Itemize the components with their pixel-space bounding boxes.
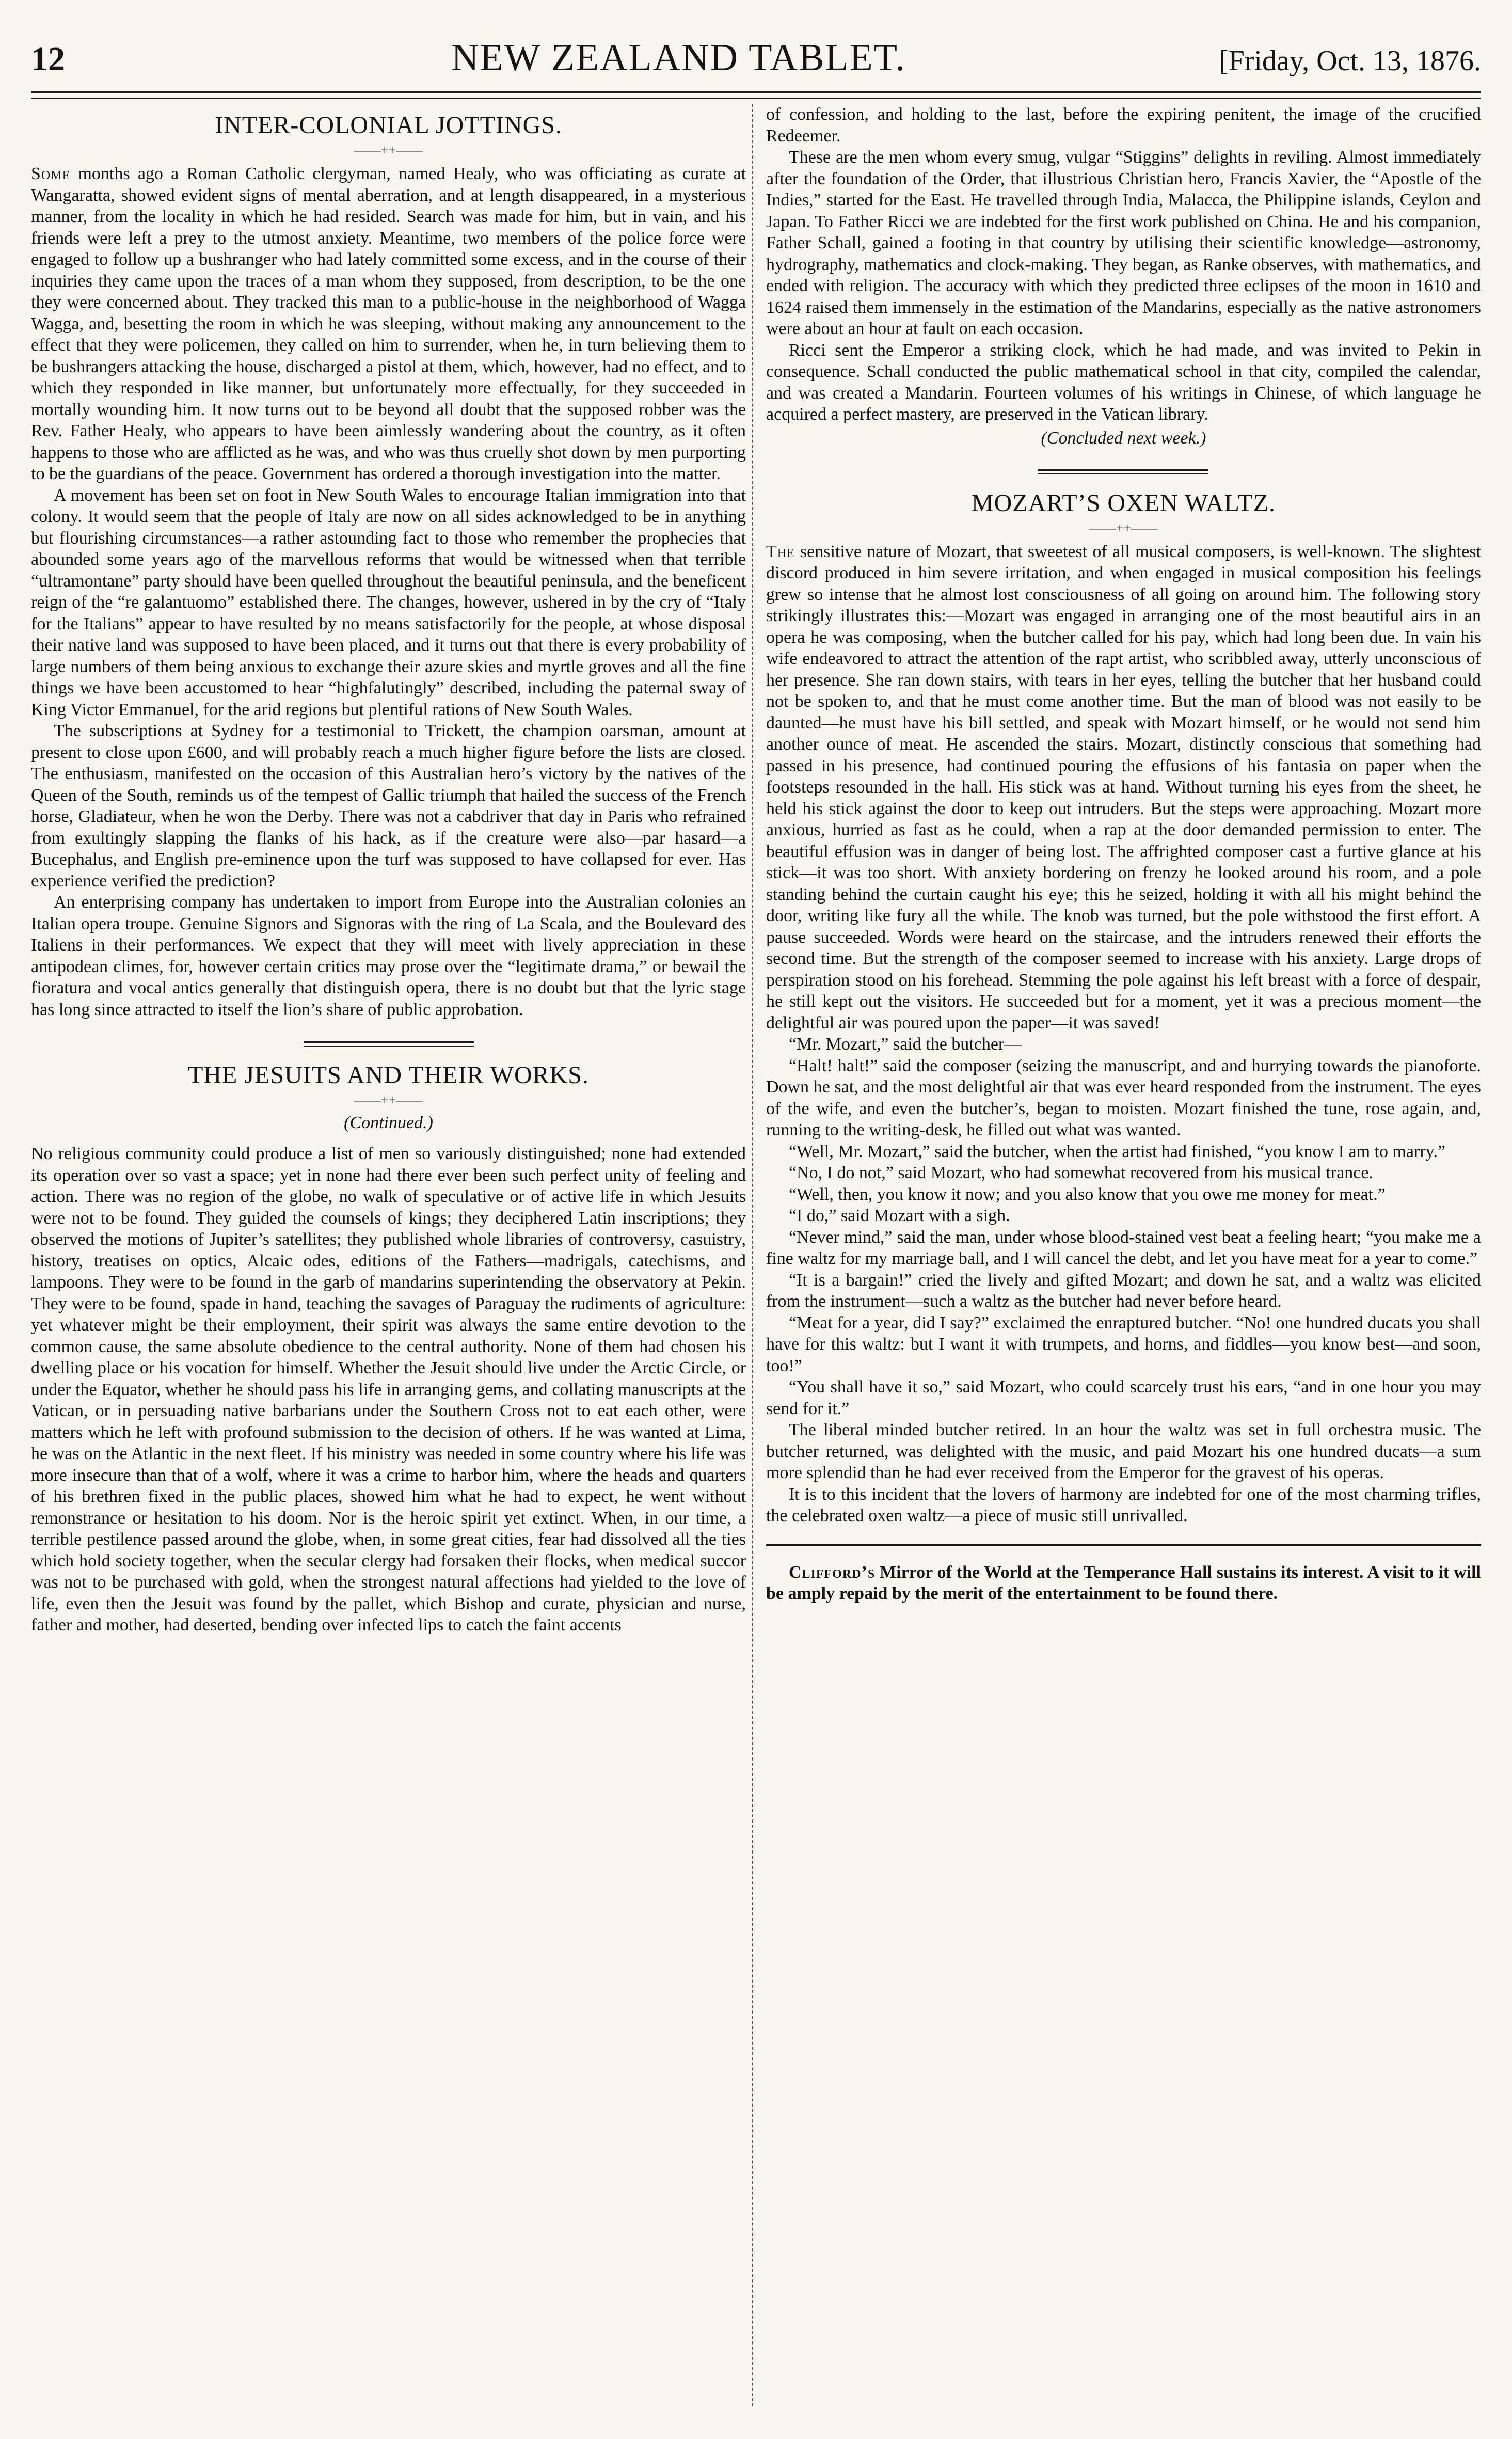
paragraph (31, 163, 746, 485)
paragraph: “I do,” said Mozart with a sigh. (788, 1206, 1010, 1225)
paragraph: A movement has been set on foot in New South Wales to encourage Italian immigration into that colony. It would seem that the people of Italy are now on all sides acknowledged to be in anything but flourishing circumstances—a rather astounding fact to those who remember the prophecies that abounded some years ago of the marvellous reforms that would be witnessed when that terrible “ultramontane” party should have been quelled throughout the beautiful peninsula, and the beneficent reign of the “re galantuomo” established there. The changes, however, ushered in by the cry of “Italy for the Italians” appear to have resulted by no means satisfactorily for the people, at whose disposal their native land was supposed to have been placed, and it turns out that there is every probability of large numbers of them being anxious to exchange their azure skies and myrtle groves and all the fine things we have been accustomed to hear “highfalutingly” described, including the paternal sway of King Victor Emmanuel, for the arid regions but plentiful rations of New South Wales. (31, 485, 746, 719)
paragraph: “Never mind,” said the man, under whose blood-stained vest beat a feeling heart; “you make me a fine waltz for my marriage ball, and I will cancel the debt, and let you have meat for a year to come.” (766, 1227, 1481, 1268)
column-divider (752, 104, 766, 2406)
section-divider-thin (1038, 473, 1208, 474)
paragraph: “It is a bargain!” cried the lively and gifted Mozart; and down he sat, and a waltz was elicited from the instrument—such a waltz as the butcher had never before heard. (766, 1270, 1481, 1311)
section-divider (1038, 469, 1208, 471)
paragraph: Ricci sent the Emperor a striking clock, which he had made, and was invited to Pekin in consequence. Schall conducted the public mathematical school in that city, compiled the calendar, and was created a Mandarin. Fourteen volumes of his writings in Chinese, of which language he acquired a perfect mastery, are preserved in the Vatican library. (766, 340, 1481, 424)
notice-name: Clifford’s (788, 1562, 876, 1582)
continued-note: (Continued.) (344, 1113, 433, 1132)
paragraph: No religious community could produce a list of men so variously distinguished; none had extended its operation over so vast a space; yet in none had there ever been such perfect unity of feeling and action. There was no region of the globe, no walk of speculative or of active life in which Jesuits were not to be found. They guided the counsels of kings; they deciphered Latin inscriptions; they observed the motions of Jupiter’s satellites; they published whole libraries of controversy, casuistry, history, treatises on optics, Alcaic odes, editions of the Fathers—madrigals, catechisms, and lampoons. They were to be found in the garb of mandarins superintending the observatory at Pekin. They were to be found, spade in hand, teaching the savages of Paraguay the rudiments of agriculture: yet whatever might be their employment, their spirit was always the same entire devotion to the common cause, the same absolute obedience to the central authority. None of them had chosen his dwelling place or his vocation for himself. Whether the Jesuit should live under the Arctic Circle, or under the Equator, whether he should pass his life in arranging gems, and collating manuscripts at the Vatican, or in persuading native barbarians under the Southern Cross not to eat each other, were matters which he left with profound submission to the decision of others. If he was wanted at Lima, he was on the Atlantic in the next fleet. If his ministry was needed in some country where his life was more insecure than that of a wolf, where it was a crime to harbor him, where the heads and quarters of his brethren fixed in the public places, showed him what he had to expect, he went without remonstrance or hesitation to his doom. Nor is the heroic spirit yet extinct. When, in our time, a terrible pestilence passed around the globe, when, in some great cities, fear had dissolved all the ties which hold society together, when the secular clergy had forsaken their flocks, when medical succor was not to be purchased with gold, when the strongest natural affections had yielded to the love of life, even then the Jesuit was found by the pallet, which Bishop and curate, physician and nurse, father and mother, had deserted, bending over infected lips to catch the faint accents (31, 1144, 746, 1635)
column-right (766, 104, 1481, 2406)
paragraph: These are the men whom every smug, vulgar “Stiggins” delights in reviling. Almost immediately after the foundation of the Order, that illustrious Christian hero, Francis Xavier, the “Apostle of the Indies,” started for the East. He travelled through India, Malacca, the Philippine islands, Ceylon and Japan. To Father Ricci we are indebted for the first work published on China. He and his companion, Father Schall, gained a footing in that country by utilising their scientific knowledge—astronomy, hydrography, mathematics and clock-making. They began, as Ranke observes, with mathematics, and ended with religion. The accuracy with which they predicted three eclipses of the moon in 1610 and 1624 raised them immensely in the estimation of the Mandarins, especially as the native astronomers were about an hour at fault on each occasion. (766, 148, 1481, 338)
drop-word: Some (31, 164, 71, 183)
masthead-rule (31, 98, 1481, 99)
paragraph: “Well, Mr. Mozart,” said the butcher, when the artist had finished, “you know I am to marry.” (788, 1142, 1446, 1161)
paragraph: of confession, and holding to the last, before the expiring penitent, the image of the crucified Redeemer. (766, 105, 1481, 146)
issue-date: [Friday, Oct. 13, 1876. (1218, 45, 1481, 77)
paragraph (766, 541, 1481, 1034)
article-title-jesuits: THE JESUITS AND THEIR WORKS. (188, 1062, 589, 1089)
publication-title: NEW ZEALAND TABLET. (451, 37, 906, 79)
title-ornament: ——++—— (1089, 520, 1158, 535)
article-title-mozart: MOZART’S OXEN WALTZ. (971, 489, 1276, 517)
paragraph: “Mr. Mozart,” said the butcher— (788, 1035, 1022, 1054)
notice-paragraph (766, 1562, 1481, 1605)
paragraph-text: sensitive nature of Mozart, that sweetest of all musical composers, is well-known. The slightest discord produced in him severe irritation, and when engaged in musical composition his feelings grew so intense that he almost lost consciousness of all going on around him. The following story strikingly illustrates this:—Mozart was engaged in arranging one of the most beautiful airs in an opera he was composing, when the butcher called for his pay, which had long been due. In vain his wife endeavored to attract the attention of the rapt artist, who scribbled away, utterly unconscious of her presence. She ran down stairs, with tears in her eyes, telling the butcher that her husband could not be spoken to, and that he must come another time. But the man of blood was not easily to be daunted—he must have his bill settled, and speak with Mozart himself, or he would not send him another ounce of meat. He ascended the stairs. Mozart, distinctly conscious that something had passed in his presence, had continued pouring the effusions of his fantasia on paper when the footsteps resounded in the hall. His stick was at hand. Without turning his eyes from the sheet, he held his stick against the door to keep out intruders. But the steps were approaching. Mozart more anxious, hurried as fast as he could, when a rap at the door demanded permission to enter. The beautiful effusion was in danger of being lost. The affrighted composer cast a furtive glance at his stick—it was too short. With anxiety bordering on frenzy he looked around his room, and a pole standing behind the curtain caught his eye; this he seized, holding it with all his might behind the door, writing like fury all the while. The knob was turned, but the pole withstood the first effort. A pause succeeded. Words were heard on the staircase, and the intruders renewed their efforts the second time. But the strength of the composer seemed to increase with his anxiety. Large drops of perspiration stood on his forehead. Stemming the pole against his left breast with a force of despair, he still kept out the visitors. He succeeded but for a moment, yet it was a precious moment—the delightful air was poured upon the paper—it was saved! (766, 542, 1481, 1033)
paragraph: It is to this incident that the lovers of harmony are indebted for one of the most charming trifles, the celebrated oxen waltz—a piece of music still unrivalled. (766, 1484, 1481, 1525)
masthead (31, 36, 1481, 93)
columns (31, 104, 1481, 2406)
paragraph: “Well, then, you know it now; and you also know that you owe me money for meat.” (788, 1184, 1386, 1204)
concluded-note: (Concluded next week.) (1041, 428, 1206, 448)
section-divider-thin (304, 1046, 474, 1047)
paragraph: “Meat for a year, did I say?” exclaimed the enraptured butcher. “No! one hundred ducats you shall have for this waltz: but I want it with trumpets, and horns, and fiddles—you know best—and soon, too!” (766, 1313, 1481, 1375)
title-ornament: ——++—— (354, 1092, 423, 1107)
notice-text: Mirror of the World at the Temperance Hall sustains its interest. A visit to it will be amply repaid by the merit of the entertainment to be found there. (766, 1562, 1481, 1603)
notice-divider (766, 1544, 1481, 1546)
title-ornament: ——++—— (354, 142, 423, 157)
article-title-inter-colonial: INTER-COLONIAL JOTTINGS. (215, 112, 562, 139)
paragraph: The liberal minded butcher retired. In an hour the waltz was set in full orchestra music. The butcher returned, was delighted with the music, and paid Mozart his one hundred ducats—a sum more splendid than he had ever received from the Emperor for the gravest of his operas. (766, 1420, 1481, 1482)
paragraph: “No, I do not,” said Mozart, who had somewhat recovered from his musical trance. (788, 1163, 1373, 1182)
section-divider (304, 1041, 474, 1043)
paragraph-text: months ago a Roman Catholic clergyman, named Healy, who was officiating as curate at Wangaratta, showed evident signs of mental aberration, and at length disappeared, in a mysterious manner, from the locality in which he had resided. Search was made for him, but in vain, and his friends were left a prey to the utmost anxiety. Meantime, two members of the police force were engaged to follow up a bushranger who had lately committed some excess, and in the course of their inquiries they came upon the traces of a man whom they supposed, from description, to be the one they were concerned about. They tracked this man to a public-house in the neighborhood of Wagga Wagga, and, besetting the room in which he was sleeping, without making any announcement to the effect that they were policemen, they called on him to surrender, when he, in turn believing them to be bushrangers attacking the house, discharged a pistol at them, which, however, had no effect, and to which they responded in like manner, but unfortunately more effectually, for they succeeded in mortally wounding him. It now turns out to be beyond all doubt that the supposed robber was the Rev. Father Healy, who appears to have been aimlessly wandering about the country, as it often happens to those who are afflicted as he was, and who was thus cruelly shot down by men purporting to be the guardians of the peace. Government has ordered a thorough investigation into the matter. (31, 164, 746, 483)
drop-word: The (766, 542, 795, 561)
page-number: 12 (31, 40, 65, 78)
paragraph: “You shall have it so,” said Mozart, who could scarcely trust his ears, “and in one hour you may send for it.” (766, 1377, 1481, 1418)
column-left (31, 104, 746, 2406)
paragraph: An enterprising company has undertaken to import from Europe into the Australian colonies an Italian opera troupe. Genuine Signors and Signoras with the ring of La Scala, and the Boulevard des Italiens in their performances. We expect that they will meet with lively appreciation in these antipodean climes, for, however certain critics may prose over the “legitimate drama,” or bewail the fioratura and vocal antics generally that distinguish opera, there is no doubt but that the lyric stage has long since attracted to itself the lion’s share of public approbation. (31, 893, 746, 1019)
paragraph: The subscriptions at Sydney for a testimonial to Trickett, the champion oarsman, amount at present to close upon £600, and will probably reach a much higher figure before the lists are closed. The enthusiasm, manifested on the occasion of this Australian hero’s victory by the natives of the Queen of the South, reminds us of the tempest of Gallic triumph that hailed the success of the French horse, Gladiateur, when he won the Derby. There was not a cabdriver that day in Paris who refrained from exultingly slapping the flanks of his hack, as if the creature were also—par hasard—a Bucephalus, and English pre-eminence upon the turf was supposed to have collapsed for ever. Has experience verified the prediction? (31, 721, 746, 891)
paragraph: “Halt! halt!” said the composer (seizing the manuscript, and and hurrying towards the pianoforte. Down he sat, and the most delightful air that was ever heard responded from the instrument. The eyes of the wife, and even the butcher’s, began to moisten. Mozart finished the tune, rose again, and, running to the writing-desk, he filled out what was wanted. (766, 1056, 1481, 1139)
